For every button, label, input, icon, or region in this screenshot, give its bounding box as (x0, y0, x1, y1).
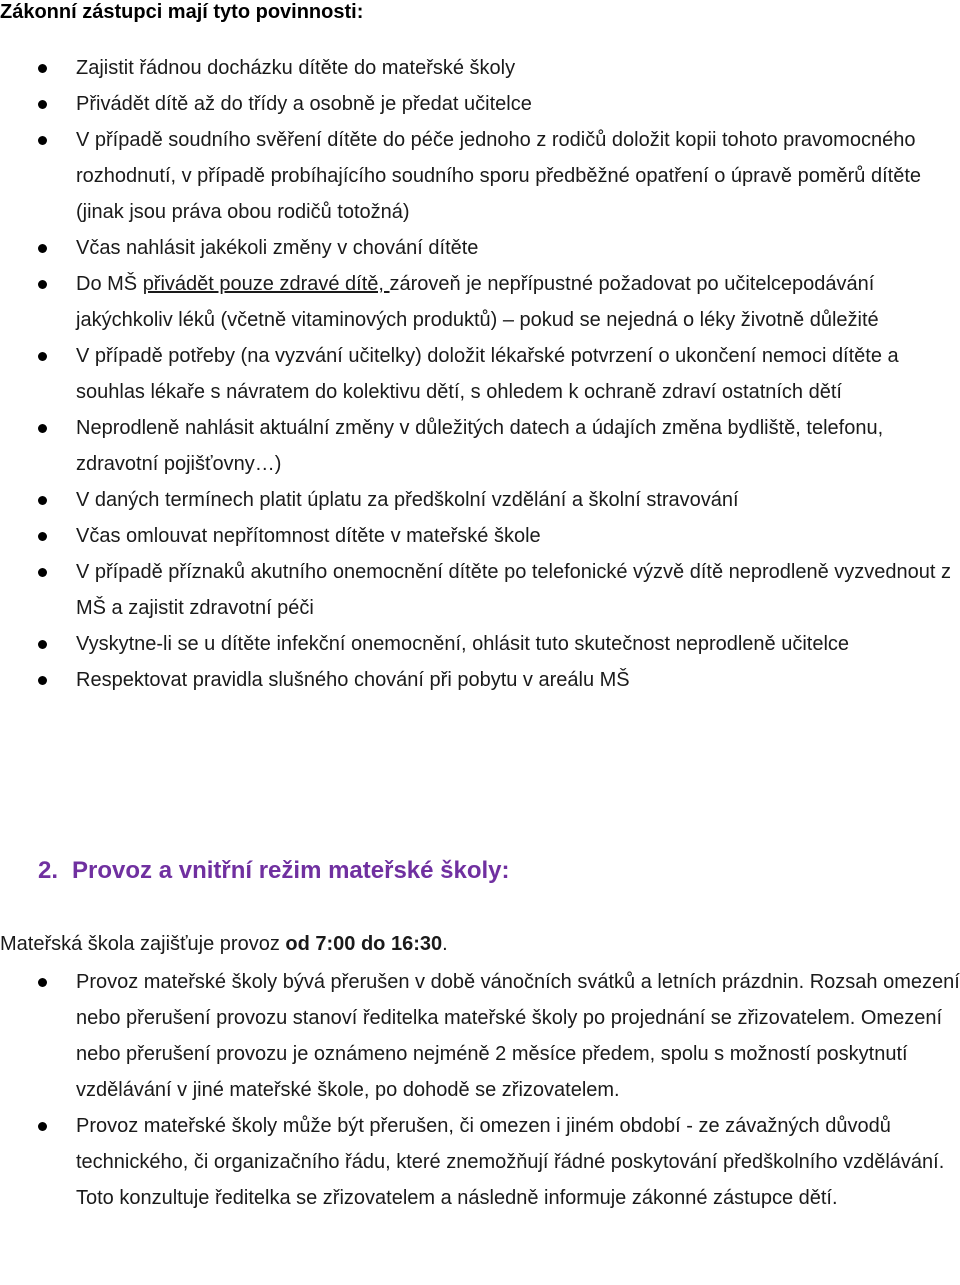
bullet-icon (38, 496, 47, 505)
list-item (0, 626, 960, 662)
list-item-text: Včas omlouvat nepřítomnost dítěte v mateřské škole (76, 525, 541, 547)
bold-text: od 7:00 do 16:30 (285, 933, 443, 955)
bullet-icon (38, 100, 47, 109)
underlined-text: přivádět pouze zdravé dítě, (142, 273, 390, 295)
list-item-text: Neprodleně nahlásit aktuální změny v důležitých datech a údajích změna bydliště, telefonu, zdravotní pojišťovny…) (76, 417, 884, 475)
list-item (0, 266, 960, 338)
list-item-text (76, 266, 960, 338)
list-item-text: Provoz mateřské školy může být přerušen, či omezen i jiném období - ze závažných důvodů technického, či organizačního řádu, které znemožňují řádné poskytování předškolního vzdělávání. Toto konzultuje ředitelka se zřizovatelem a následně informuje zákonné zástupce dětí. (76, 1115, 945, 1209)
list-item-text: V případě soudního svěření dítěte do péče jednoho z rodičů doložit kopii tohoto pravomocného rozhodnutí, v případě probíhajícího soudního sporu předběžné opatření o úpravě poměrů dítěte (jinak jsou práva obou rodičů totožná) (76, 129, 922, 223)
list-item (0, 662, 960, 698)
list-item (0, 50, 960, 86)
list-item-text: V případě příznaků akutního onemocnění dítěte po telefonické výzvě dítě neprodleně vyzvednout z MŠ a zajistit zdravotní péči (76, 561, 952, 619)
bullet-icon (38, 424, 47, 433)
bullet-icon (38, 280, 47, 289)
text-segment: Mateřská škola zajišťuje provoz (0, 933, 286, 955)
bullet-icon (38, 978, 47, 987)
list-item-text: Zajistit řádnou docházku dítěte do mateřské školy (76, 57, 516, 79)
operation-intro (0, 930, 448, 958)
duties-heading: Zákonní zástupci mají tyto povinnosti: (0, 1, 364, 23)
list-item-text: Respektovat pravidla slušného chování při pobytu v areálu MŠ (76, 669, 630, 691)
bullet-icon (38, 568, 47, 577)
bullet-icon (38, 676, 47, 685)
duties-list (0, 50, 960, 698)
text-segment: Do MŠ (76, 273, 143, 295)
bullet-icon (38, 532, 47, 541)
text-segment: zároveň je nepřípustné požadovat po učitelcepodávání jakýchkoliv léků (včetně vitaminových produktů) – pokud se nejedná o léky životně důležité (76, 273, 879, 331)
list-item (0, 230, 960, 266)
list-item-text: Včas nahlásit jakékoli změny v chování dítěte (76, 237, 479, 259)
bullet-icon (38, 136, 47, 145)
list-item-text: Přivádět dítě až do třídy a osobně je předat učitelce (76, 93, 532, 115)
list-item (0, 410, 960, 482)
list-item (0, 554, 960, 626)
list-item (0, 86, 960, 122)
bullet-icon (38, 1122, 47, 1131)
list-item (0, 1108, 960, 1216)
list-item-text: Vyskytne-li se u dítěte infekční onemocnění, ohlásit tuto skutečnost neprodleně učitelce (76, 633, 850, 655)
list-item-text: V daných termínech platit úplatu za předškolní vzdělání a školní stravování (76, 489, 739, 511)
list-item (0, 338, 960, 410)
section-title-text: Provoz a vnitřní režim mateřské školy: (72, 857, 510, 884)
operation-list (0, 964, 960, 1216)
list-item (0, 518, 960, 554)
section-heading (38, 856, 510, 886)
list-item-text: V případě potřeby (na vyzvání učitelky) doložit lékařské potvrzení o ukončení nemoci dítěte a souhlas lékaře s návratem do kolektivu dětí, s ohledem k ochraně zdraví ostatních dětí (76, 345, 899, 403)
list-item (0, 964, 960, 1108)
bullet-icon (38, 64, 47, 73)
bullet-icon (38, 640, 47, 649)
bullet-icon (38, 244, 47, 253)
list-item-text: Provoz mateřské školy bývá přerušen v době vánočních svátků a letních prázdnin. Rozsah omezení nebo přerušení provozu stanoví ředitelka mateřské školy po projednání se zřizovatelem. Omezení nebo přerušení provozu je oznámeno nejméně 2 měsíce předem, spolu s možností poskytnutí vzdělávání v jiné mateřské škole, po dohodě se zřizovatelem. (76, 971, 960, 1101)
list-item (0, 122, 960, 230)
text-segment: . (442, 933, 448, 955)
section-number: 2. (38, 857, 59, 884)
bullet-icon (38, 352, 47, 361)
list-item (0, 482, 960, 518)
